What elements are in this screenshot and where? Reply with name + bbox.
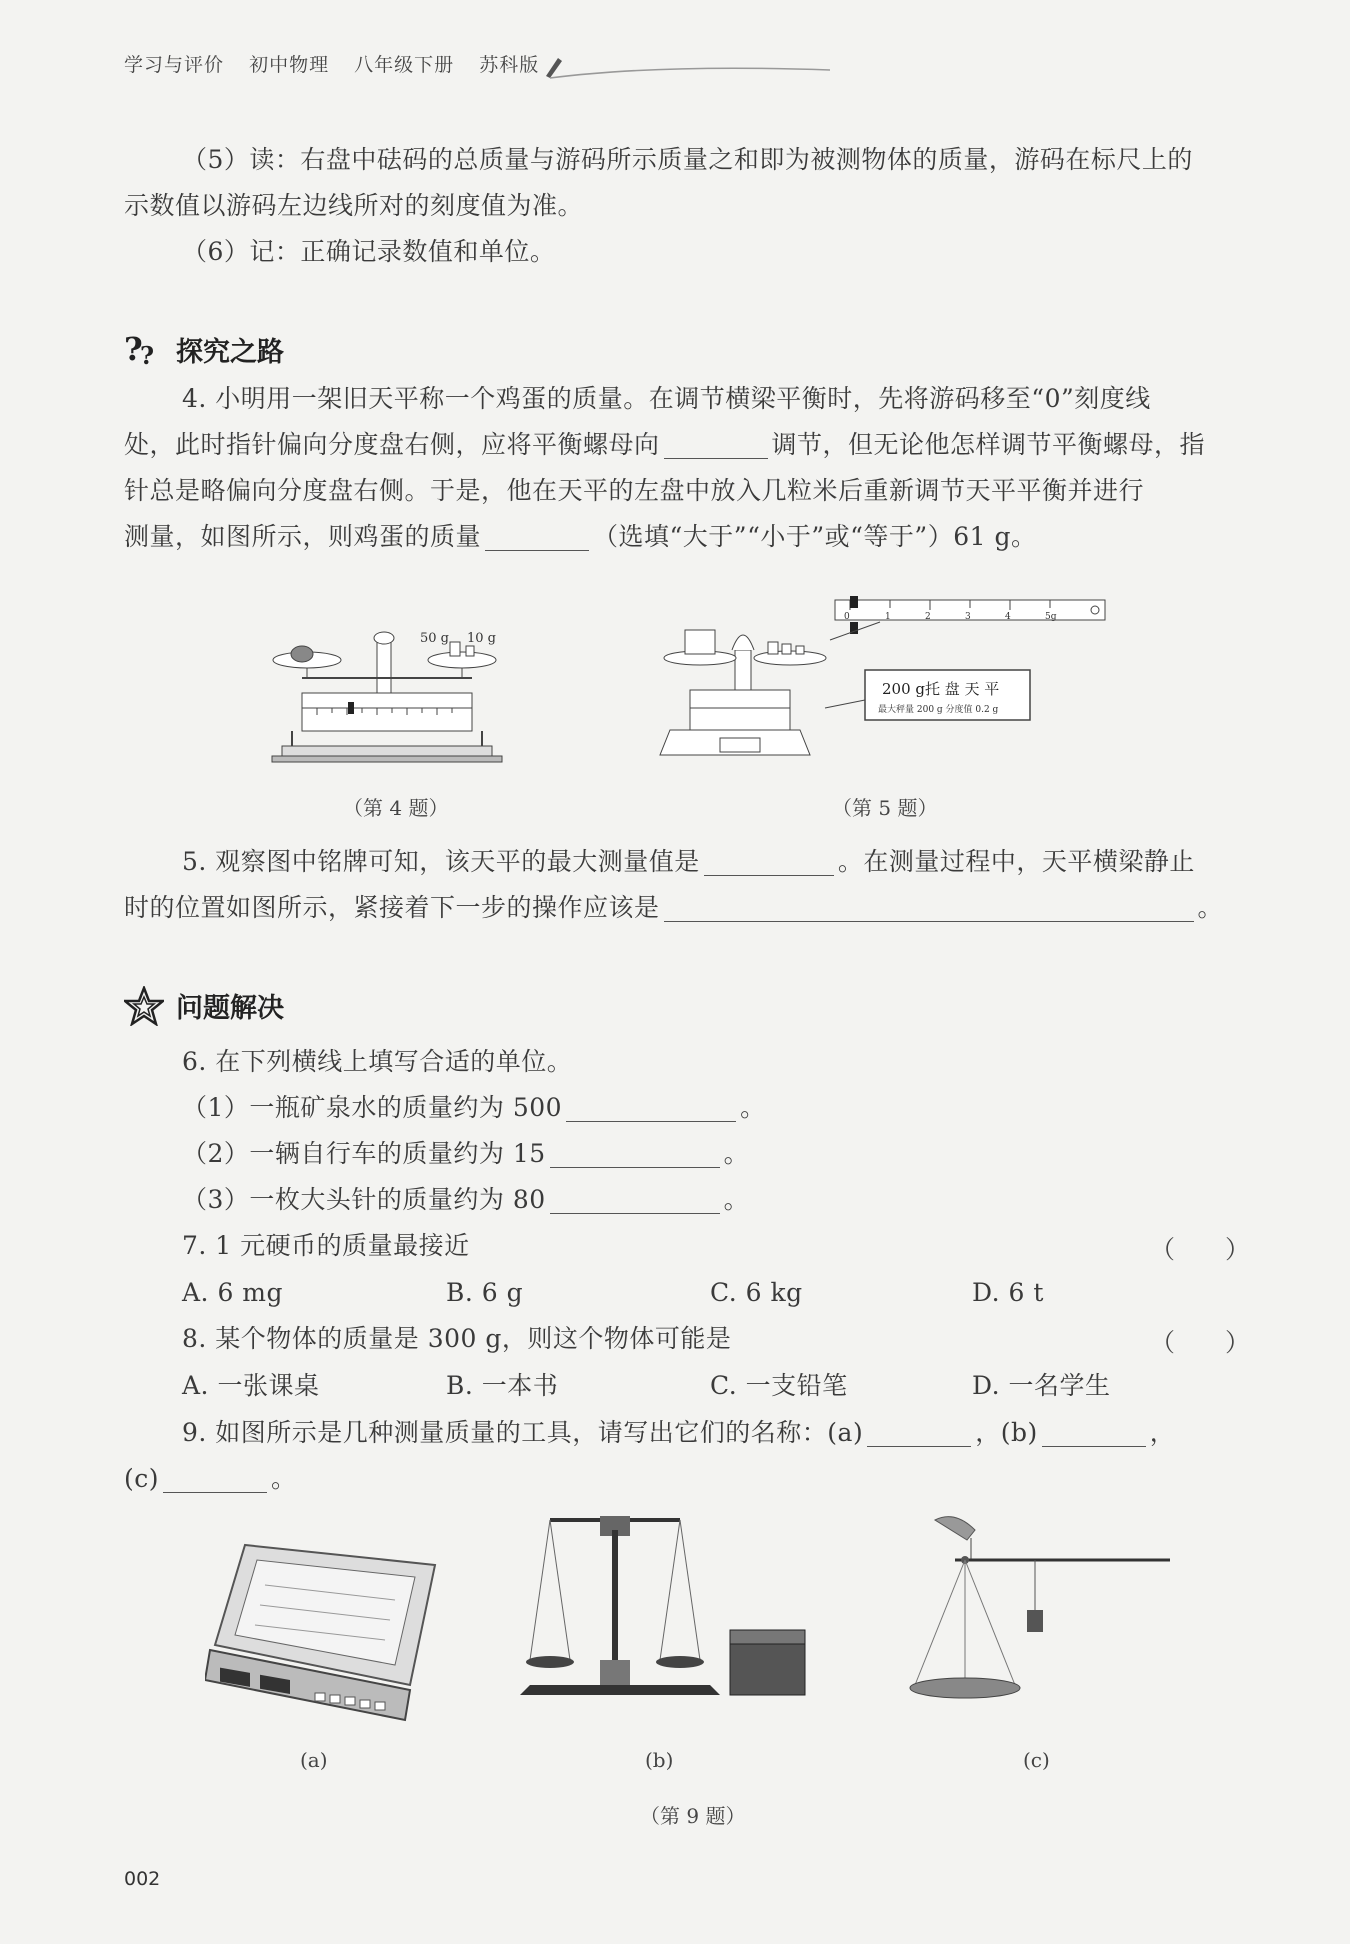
q4-line3: 针总是略偏向分度盘右侧。于是，他在天平的左盘中放入几粒米后重新调节天平平衡并进行: [124, 476, 1145, 505]
section-title-inquiry: 探究之路: [176, 337, 284, 368]
question-mark-icon: [124, 330, 164, 368]
fig4-weight-50g: 50 g: [420, 631, 449, 646]
header-pen-icon: [540, 56, 840, 82]
fig5-ruler-tick-4: 4: [1005, 612, 1011, 622]
step5-line2: 示数值以游码左边线所对的刻度值为准。: [124, 191, 584, 220]
q8-option-b[interactable]: B. 一本书: [446, 1371, 559, 1400]
q7-option-a[interactable]: A. 6 mg: [182, 1278, 284, 1307]
fig9-caption: （第 9 题）: [640, 1804, 746, 1828]
header-subject: 初中物理: [249, 54, 330, 76]
fig5-ruler-tick-5: 5g: [1045, 612, 1057, 622]
step6: （6）记：正确记录数值和单位。: [182, 237, 556, 266]
figure4-balance: [262, 618, 512, 768]
q9-blank-a[interactable]: [867, 1416, 971, 1447]
q4-line4-suffix: （选填“大于”“小于”或“等于”）61 g。: [593, 522, 1037, 551]
q4-blank-direction[interactable]: [664, 428, 768, 459]
q4-line2-suffix: 调节，但无论他怎样调节平衡螺母，指: [771, 430, 1206, 459]
fig5-ruler-tick-2: 2: [925, 612, 931, 622]
figure5-tray-balance: [650, 590, 1110, 770]
q4-line4-prefix: 测量，如图所示，则鸡蛋的质量: [124, 522, 482, 551]
q5-line2: [124, 885, 1223, 931]
q9-blank-b[interactable]: [1042, 1416, 1146, 1447]
q7-stem: 7. 1 元硬币的质量最接近: [182, 1231, 470, 1260]
fig5-ruler-tick-0: 0: [844, 612, 850, 622]
fig4-caption: （第 4 题）: [343, 796, 449, 820]
q4-line1: 4. 小明用一架旧天平称一个鸡蛋的质量。在调节横梁平衡时，先将游码移至“0”刻度线: [182, 384, 1151, 413]
q8-answer-paren[interactable]: （ ）: [1150, 1328, 1251, 1357]
q9-line1-mid: ，(b): [975, 1418, 1038, 1447]
q5-line1-suffix: 。在测量过程中，天平横梁静止: [837, 847, 1195, 876]
header-book: 学习与评价: [124, 54, 225, 76]
header-grade: 八年级下册: [354, 54, 455, 76]
q5-line2-prefix: 时的位置如图所示，紧接着下一步的操作应该是: [124, 893, 660, 922]
q8-option-d[interactable]: D. 一名学生: [972, 1371, 1111, 1400]
q5-blank-next-step[interactable]: [664, 891, 1194, 922]
q9-line2-end: 。: [271, 1464, 297, 1493]
fig9a-electronic-scale: [205, 1525, 440, 1725]
section-title-problem-solving: 问题解决: [176, 993, 284, 1024]
fig4-weight-10g: 10 g: [467, 631, 496, 646]
fig5-caption: （第 5 题）: [832, 796, 938, 820]
fig5-nameplate-title: 200 g托 盘 天 平: [882, 680, 1000, 698]
q6-item-3-blank[interactable]: [550, 1183, 720, 1214]
q6-item-1-blank[interactable]: [566, 1091, 736, 1122]
fig9a-label: (a): [300, 1748, 328, 1772]
svg-text:?: ?: [140, 341, 155, 368]
q6-item-3-end: 。: [723, 1185, 750, 1214]
fig5-ruler-tick-1: 1: [885, 612, 891, 622]
svg-text:?: ?: [124, 330, 143, 368]
q6-item-3: [182, 1177, 749, 1223]
fig5-ruler-tick-3: 3: [965, 612, 971, 622]
page-header: [124, 50, 557, 77]
q8-option-a[interactable]: A. 一张课桌: [182, 1371, 320, 1400]
step5-line1: （5）读：右盘中砝码的总质量与游码所示质量之和即为被测物体的质量，游码在标尺上的: [182, 145, 1193, 174]
q5-line2-suffix: 。: [1197, 893, 1224, 922]
q9-line1: [182, 1410, 1175, 1456]
q6-item-1-end: 。: [740, 1093, 766, 1122]
q9-line1-end: ，: [1149, 1418, 1176, 1447]
q8-option-c[interactable]: C. 一支铅笔: [710, 1371, 848, 1400]
q5-line1: [182, 839, 1195, 885]
q9-blank-c[interactable]: [163, 1462, 267, 1493]
q5-blank-max[interactable]: [704, 845, 834, 876]
q6-item-1-text: （1）一瓶矿泉水的质量约为 500: [182, 1093, 563, 1122]
q7-option-b[interactable]: B. 6 g: [446, 1278, 524, 1307]
fig9c-steelyard: [895, 1510, 1175, 1725]
q4-line4: [124, 514, 1036, 560]
q9-line1-prefix: 9. 如图所示是几种测量质量的工具，请写出它们的名称：(a): [182, 1418, 864, 1447]
q6-item-3-text: （3）一枚大头针的质量约为 80: [182, 1185, 546, 1214]
q6-item-2-end: 。: [723, 1139, 750, 1168]
q4-line2-prefix: 处，此时指针偏向分度盘右侧，应将平衡螺母向: [124, 430, 660, 459]
fig9b-equal-arm-balance: [520, 1510, 810, 1725]
q6-item-1: [182, 1085, 766, 1131]
page-number: 002: [124, 1868, 161, 1890]
q5-line1-prefix: 5. 观察图中铭牌可知，该天平的最大测量值是: [182, 847, 700, 876]
q9-line2-prefix: (c): [124, 1464, 160, 1493]
header-edition: 苏科版: [479, 54, 540, 76]
fig9b-label: (b): [645, 1748, 674, 1772]
star-icon: [124, 986, 164, 1026]
q6-item-2-blank[interactable]: [550, 1137, 720, 1168]
q6-stem: 6. 在下列横线上填写合适的单位。: [182, 1047, 573, 1076]
q7-answer-paren[interactable]: （ ）: [1150, 1235, 1251, 1264]
fig9c-label: (c): [1023, 1748, 1050, 1772]
q8-stem: 8. 某个物体的质量是 300 g，则这个物体可能是: [182, 1324, 732, 1353]
q9-line2: [124, 1456, 297, 1502]
q4-blank-compare[interactable]: [485, 520, 589, 551]
q4-line2: [124, 422, 1205, 468]
q7-option-c[interactable]: C. 6 kg: [710, 1278, 803, 1307]
q6-item-2-text: （2）一辆自行车的质量约为 15: [182, 1139, 546, 1168]
fig5-nameplate-spec: 最大秤量 200 g 分度值 0.2 g: [878, 705, 999, 715]
q7-option-d[interactable]: D. 6 t: [972, 1278, 1044, 1307]
q6-item-2: [182, 1131, 749, 1177]
